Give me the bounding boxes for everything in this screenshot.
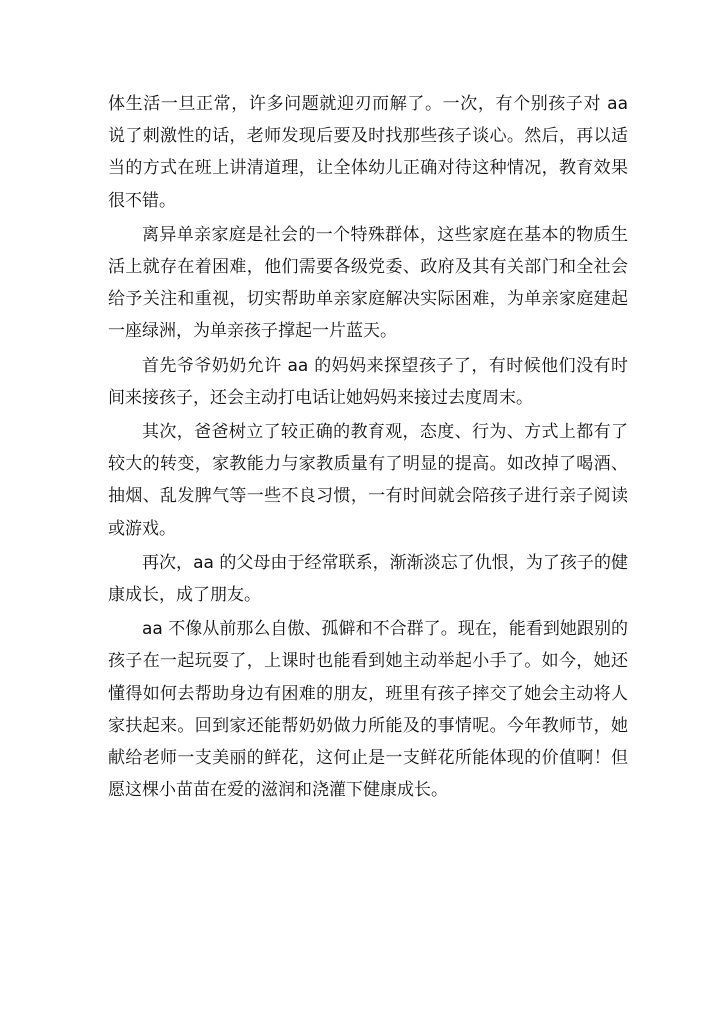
paragraph-6: aa 不像从前那么自傲、孤僻和不合群了。现在，能看到她跟别的孩子在一起玩耍了，上课时也能看到她主动举起小手了。如今，她还懂得如何去帮助身边有困难的朋友，班里有孩子摔交了她会主动将人家扶起来。回到家还能帮奶奶做力所能及的事情呢。今年教师节，她献给老师一支美丽的鲜花，这何止是一支鲜花所能体现的价值啊！但愿这棵小苗苗在爱的滋润和浇灌下健康成长。	[108, 619, 628, 801]
paragraph-4: 其次，爸爸树立了较正确的教育观，态度、行为、方式上都有了较大的转变，家教能力与家教质量有了明显的提高。如改掉了喝酒、抽烟、乱发脾气等一些不良习惯，一有时间就会陪孩子进行亲子阅读或游戏。	[108, 422, 628, 539]
paragraph-2: 离异单亲家庭是社会的一个特殊群体，这些家庭在基本的物质生活上就存在着困难，他们需要各级党委、政府及其有关部门和全社会给予关注和重视，切实帮助单亲家庭解决实际困难，为单亲家庭建起一座绿洲，为单亲孩子撑起一片蓝天。	[108, 224, 628, 342]
document-page	[108, 88, 628, 806]
paragraph-3: 首先爷爷奶奶允许 aa 的妈妈来探望孩子了，有时候他们没有时间来接孩子，还会主动打电话让她妈妈来接过去度周末。	[108, 355, 628, 408]
paragraph-5: 再次，aa 的父母由于经常联系，渐渐淡忘了仇恨，为了孩子的健康成长，成了朋友。	[108, 552, 628, 606]
paragraph-1: 体生活一旦正常，许多问题就迎刃而解了。一次，有个别孩子对 aa 说了刺激性的话，老师发现后要及时找那些孩子谈心。然后，再以适当的方式在班上讲清道理，让全体幼儿正确对待这种情况，教育效果很不错。	[108, 94, 628, 211]
